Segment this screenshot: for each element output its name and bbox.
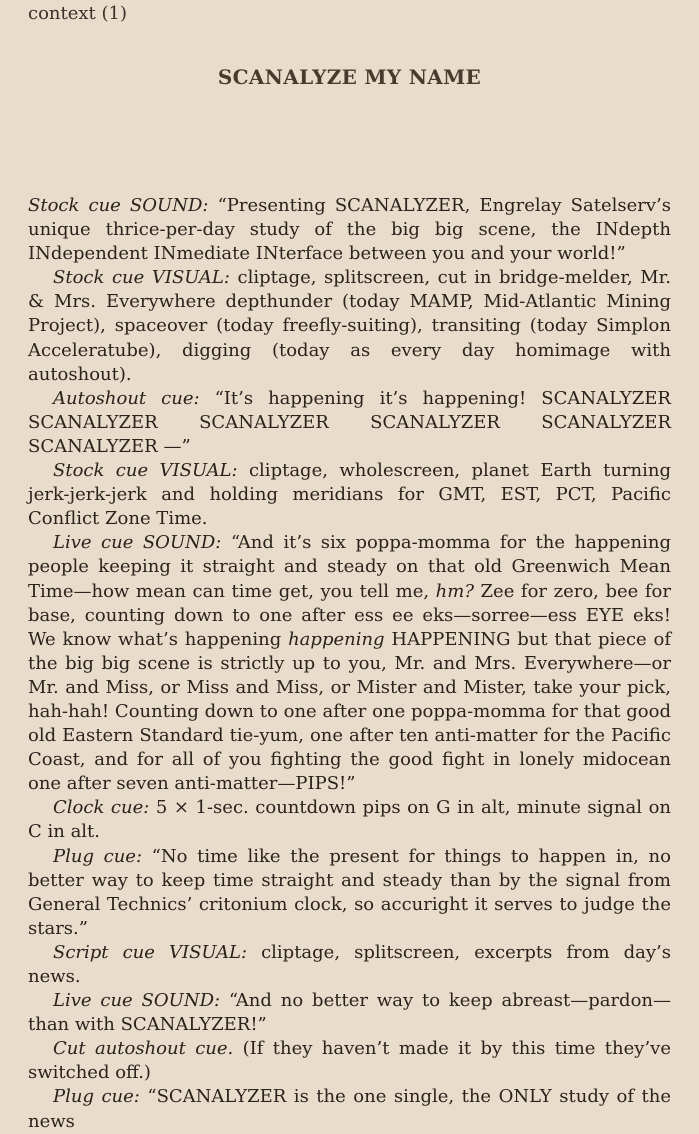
paragraph-text: cliptage, splitscreen, cut in bridge-melder, Mr. & Mrs. Everywhere depthunder (today MAMP, Mid-Atlantic Mining Project), spaceover (today freefly-suiting), transiting (today Simplon Acceleratube), digging (today as every day homimage with autoshout). xyxy=(28,267,672,385)
cue-label: Live cue SOUND: xyxy=(53,990,221,1012)
emphasis-text: hm? xyxy=(435,580,474,602)
chapter-context-label: context (1) xyxy=(28,3,127,24)
paragraph-text: 5 × 1-sec. countdown pips on G in alt, minute signal on C in alt. xyxy=(28,797,672,843)
cue-label: Stock cue VISUAL: xyxy=(53,267,230,289)
paragraph-8 xyxy=(28,941,671,989)
paragraph-text: “And no better way to keep abreast—pardon—than with SCANALYZER!” xyxy=(28,990,672,1036)
paragraph-9 xyxy=(28,989,671,1037)
paragraph-text: “And it’s six poppa-momma for the happening people keeping it straight and steady on that old Greenwich Mean Time—how mean can time get, you tell me, xyxy=(28,532,671,602)
paragraph-1 xyxy=(28,194,671,266)
cue-label: Live cue SOUND: xyxy=(53,532,222,554)
paragraph-4 xyxy=(28,459,671,531)
paragraph-6 xyxy=(28,796,671,844)
paragraph-text: HAPPENING but that piece of the big big scene is strictly up to you, Mr. and Mrs. Everywhere—or Mr. and Miss, or Miss and Miss, or Mister and Mister, take your pick, hah-hah! Counting down to one after one poppa-momma for that good old Eastern Standard tie-yum, one after ten anti-matter for the Pacific Coast, and for all of you fighting the good fight in lonely midocean one after seven anti-matter—PIPS!” xyxy=(28,628,671,795)
paragraph-text: cliptage, splitscreen, excerpts from day’s news. xyxy=(28,941,671,987)
paragraph-text: “It’s happening it’s happening! SCANALYZER SCANALYZER SCANALYZER SCANALYZER SCANALYZER SCANALYZER —” xyxy=(28,387,671,457)
paragraph-text: “SCANALYZER is the one single, the ONLY study of the news xyxy=(28,1086,671,1132)
cue-label: Clock cue: xyxy=(53,797,150,819)
cue-label: Script cue VISUAL: xyxy=(53,941,248,963)
cue-label: Stock cue VISUAL: xyxy=(53,460,238,482)
paragraph-7 xyxy=(28,845,671,941)
paragraph-text: Zee for zero, bee for base, counting down to one after ess ee eks—sorree—ess EYE eks! We know what’s happening xyxy=(28,580,671,650)
paragraph-text: “Presenting SCANALYZER, Engrelay Satelserv’s unique thrice-per-day study of the big big scene, the INdepth INdependent INmediate INterface between you and your world!” xyxy=(28,195,672,265)
paragraph-5 xyxy=(28,531,671,796)
chapter-title: SCANALYZE MY NAME xyxy=(217,65,482,89)
paragraph-2 xyxy=(28,266,671,386)
paragraph-10 xyxy=(28,1037,671,1085)
cue-label: Stock cue SOUND: xyxy=(28,195,209,216)
cue-label: Plug cue: xyxy=(53,1086,140,1108)
chapter-body xyxy=(28,194,671,1134)
cue-label: Cut autoshout cue. xyxy=(53,1038,234,1060)
cue-label: Plug cue: xyxy=(53,845,143,867)
paragraph-3 xyxy=(28,387,671,459)
paragraph-text: “No time like the present for things to happen in, no better way to keep time straight and steady than by the signal from General Technics’ critonium clock, so accuright it serves to judge the stars.” xyxy=(28,845,671,939)
paragraph-11 xyxy=(28,1085,671,1133)
cue-label: Autoshout cue: xyxy=(53,387,200,409)
emphasis-text: happening xyxy=(288,628,385,650)
paragraph-text: (If they haven’t made it by this time they’ve switched off.) xyxy=(28,1038,672,1084)
paragraph-text: cliptage, wholescreen, planet Earth turning jerk-jerk-jerk and holding meridians for GMT, EST, PCT, Pacific Conflict Zone Time. xyxy=(28,460,671,530)
